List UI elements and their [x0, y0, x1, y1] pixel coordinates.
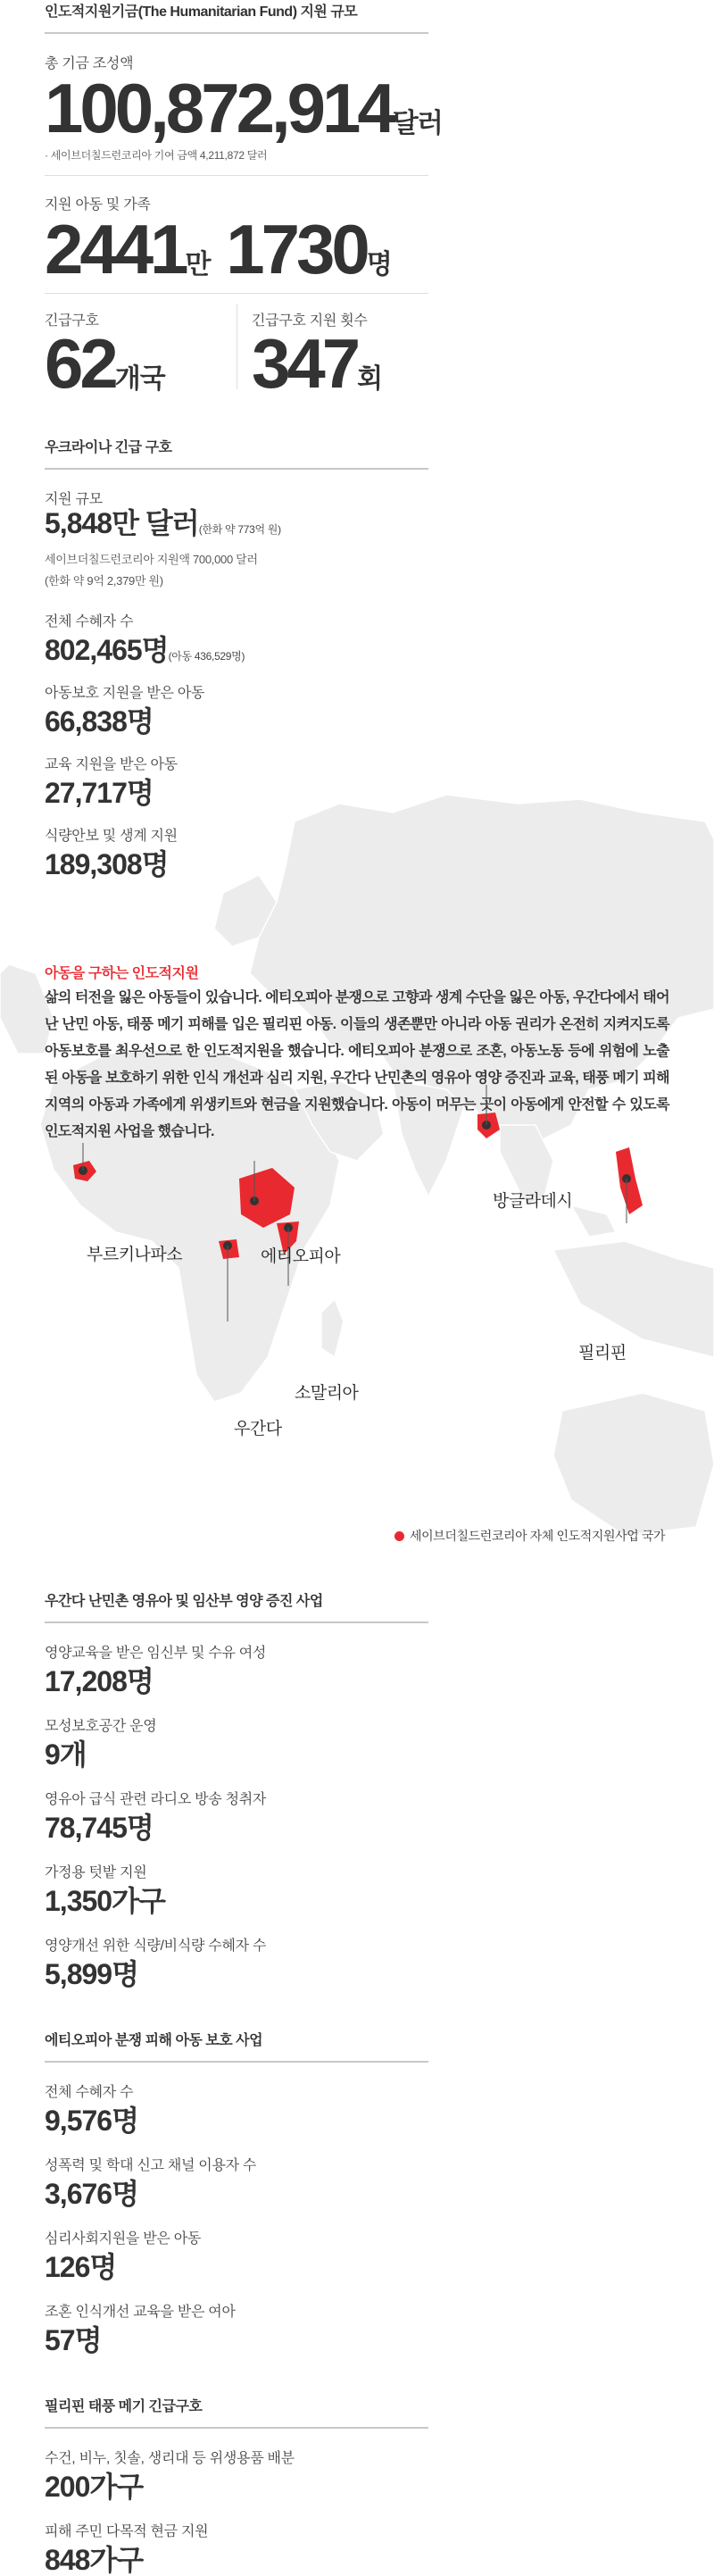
- philippines-stat-item: [45, 2520, 208, 2574]
- scale-sub: (한화 약 773억 원): [198, 523, 281, 536]
- label-philippines: 필리핀: [578, 1344, 627, 1363]
- uganda-title: 우간다 난민촌 영유아 및 임산부 영양 증진 사업: [45, 1594, 323, 1609]
- fund-title-rule: [45, 32, 428, 34]
- total-note: · 세이브더칠드런코리아 기여 금액 4,211,872 달러: [45, 149, 268, 162]
- stat-value: 5,899명: [45, 1958, 138, 1990]
- stat-label: 성폭력 및 학대 신고 채널 이용자 수: [45, 2158, 257, 2173]
- ethiopia-title-rule: [45, 2061, 428, 2063]
- count-unit: 회: [357, 364, 383, 394]
- stat-value: 57명: [45, 2324, 102, 2356]
- intro-title: 아동을 구하는 인도적지원: [45, 966, 199, 981]
- children-number-a: 2441: [45, 210, 186, 288]
- stat-label: 피해 주민 다목적 현금 지원: [45, 2524, 209, 2539]
- children-value: [45, 210, 392, 288]
- stat-value: 9개: [45, 1738, 87, 1771]
- stat-number: 802,465명: [45, 634, 169, 666]
- legend-dot-icon: [394, 1531, 404, 1541]
- stat-label: 영양교육을 받은 임신부 및 수유 여성: [45, 1646, 267, 1661]
- uganda-stat-item: [45, 1714, 156, 1769]
- children-label: 지원 아동 및 가족: [45, 197, 151, 213]
- stat-value: 3,676명: [45, 2178, 138, 2210]
- divider: [45, 293, 428, 294]
- ethiopia-stat-item: [45, 2080, 138, 2135]
- stat-label: 아동보호 지원을 받은 아동: [45, 686, 205, 701]
- stat-value: 66,838명: [45, 705, 154, 738]
- ethiopia-stat-item: [45, 2154, 256, 2208]
- stat-label: 교육 지원을 받은 아동: [45, 757, 178, 772]
- uganda-stat-item: [45, 1861, 165, 1915]
- emergency-number: 62: [45, 324, 115, 403]
- emergency-label: 긴급구호: [45, 313, 99, 329]
- stat-value: 27,717명: [45, 777, 154, 809]
- intro-paragraph: 삶의 터전을 잃은 아동들이 있습니다. 에티오피아 분쟁으로 고향과 생계 수단을 잃은 아동, 우간다에서 태어난 난민 아동, 태풍 메기 피해를 입은 필리핀 아동. 이들의 생존뿐만 아니라 아동 권리가 온전히 지켜지도록 아동보호를 최우선으로 한 인도적지원을 했습니다. 에티오피아 분쟁으로 조혼, 아동노동 등에 위험에 노출된 아동을 보호하기 위한 인식 개선과 심리 지원, 우간다 난민촌의 영유아 영양 증진과 교육, 태풍 메기 피해 지역의 아동과 가족에게 위생키트와 현금을 지원했습니다. 아동이 머무는 곳이 아동에게 안전할 수 있도록 인도적지원 사업을 했습니다.: [45, 990, 669, 1139]
- stat-value: 189,308명: [45, 848, 169, 880]
- stat-value: [45, 636, 245, 664]
- children-number-b: 1730: [226, 210, 367, 288]
- stat-label: 전체 수혜자 수: [45, 2085, 134, 2100]
- scale-note-2: (한화 약 9억 2,379만 원): [45, 574, 163, 588]
- stat-label: 영유아 급식 관련 라디오 방송 청취자: [45, 1792, 267, 1807]
- ukraine-title: 우크라이나 긴급 구호: [45, 440, 172, 455]
- stat-sub: (아동 436,529명): [168, 650, 245, 663]
- children-unit-b: 명: [366, 250, 392, 279]
- total-unit: 달러: [392, 109, 443, 138]
- stat-value: 78,745명: [45, 1812, 154, 1844]
- stat-label: 식량안보 및 생계 지원: [45, 829, 178, 844]
- label-bangladesh: 방글라데시: [493, 1192, 573, 1211]
- stat-label: 가정용 텃밭 지원: [45, 1865, 147, 1880]
- count-value: [252, 324, 383, 403]
- ukraine-title-rule: [45, 468, 428, 470]
- divider: [45, 175, 428, 176]
- uganda-stat-item: [45, 1934, 266, 1988]
- ukraine-stat-item: [45, 610, 245, 664]
- label-somalia: 소말리아: [295, 1384, 359, 1403]
- total-number: 100,872,914: [45, 69, 393, 147]
- philippines-title: 필리핀 태풍 메기 긴급구호: [45, 2399, 203, 2414]
- label-uganda: 우간다: [234, 1420, 282, 1438]
- scale-note-1: 세이브더칠드런코리아 지원액 700,000 달러: [45, 553, 258, 566]
- stat-value: 126명: [45, 2251, 117, 2283]
- scale-label: 지원 규모: [45, 492, 103, 507]
- philippines-title-rule: [45, 2427, 428, 2429]
- philippines-stat-item: [45, 2447, 295, 2501]
- stat-label: 조혼 인식개선 교육을 받은 여아: [45, 2305, 236, 2320]
- stat-value: 848가구: [45, 2544, 144, 2576]
- map-legend: [394, 1527, 665, 1545]
- ethiopia-title: 에티오피아 분쟁 피해 아동 보호 사업: [45, 2033, 263, 2048]
- scale-number: 5,848만 달러: [45, 507, 199, 539]
- stat-value: 17,208명: [45, 1665, 154, 1697]
- stat-value: 200가구: [45, 2471, 144, 2503]
- uganda-stat-item: [45, 1641, 266, 1696]
- ukraine-stat-item: [45, 681, 204, 736]
- ethiopia-stat-item: [45, 2300, 236, 2355]
- stat-label: 영양개선 위한 식량/비식량 수혜자 수: [45, 1938, 267, 1954]
- stat-label: 전체 수혜자 수: [45, 614, 134, 629]
- count-number: 347: [252, 324, 358, 403]
- uganda-title-rule: [45, 1621, 428, 1623]
- ethiopia-stat-item: [45, 2227, 201, 2281]
- stat-label: 심리사회지원을 받은 아동: [45, 2231, 202, 2247]
- uganda-stat-item: [45, 1788, 266, 1842]
- stat-label: 수건, 비누, 칫솔, 생리대 등 위생용품 배분: [45, 2451, 295, 2466]
- legend-text: 세이브더칠드런코리아 자체 인도적지원사업 국가: [410, 1529, 666, 1543]
- stat-label: 모성보호공간 운영: [45, 1719, 157, 1734]
- emergency-unit: 개국: [114, 364, 165, 394]
- children-unit-a: 만: [185, 250, 211, 279]
- total-label: 총 기금 조성액: [45, 56, 134, 71]
- total-value: [45, 69, 443, 147]
- label-ethiopia: 에티오피아: [261, 1247, 341, 1266]
- stat-value: 9,576명: [45, 2105, 138, 2137]
- fund-title: 인도적지원기금(The Humanitarian Fund) 지원 규모: [45, 4, 358, 20]
- scale-value: [45, 509, 281, 538]
- world-map: [0, 786, 714, 1536]
- emergency-value: [45, 324, 165, 403]
- map-land: [0, 795, 714, 1536]
- stat-value: 1,350가구: [45, 1885, 165, 1917]
- label-burkina-faso: 부르키나파소: [87, 1246, 183, 1264]
- count-label: 긴급구호 지원 횟수: [252, 313, 368, 329]
